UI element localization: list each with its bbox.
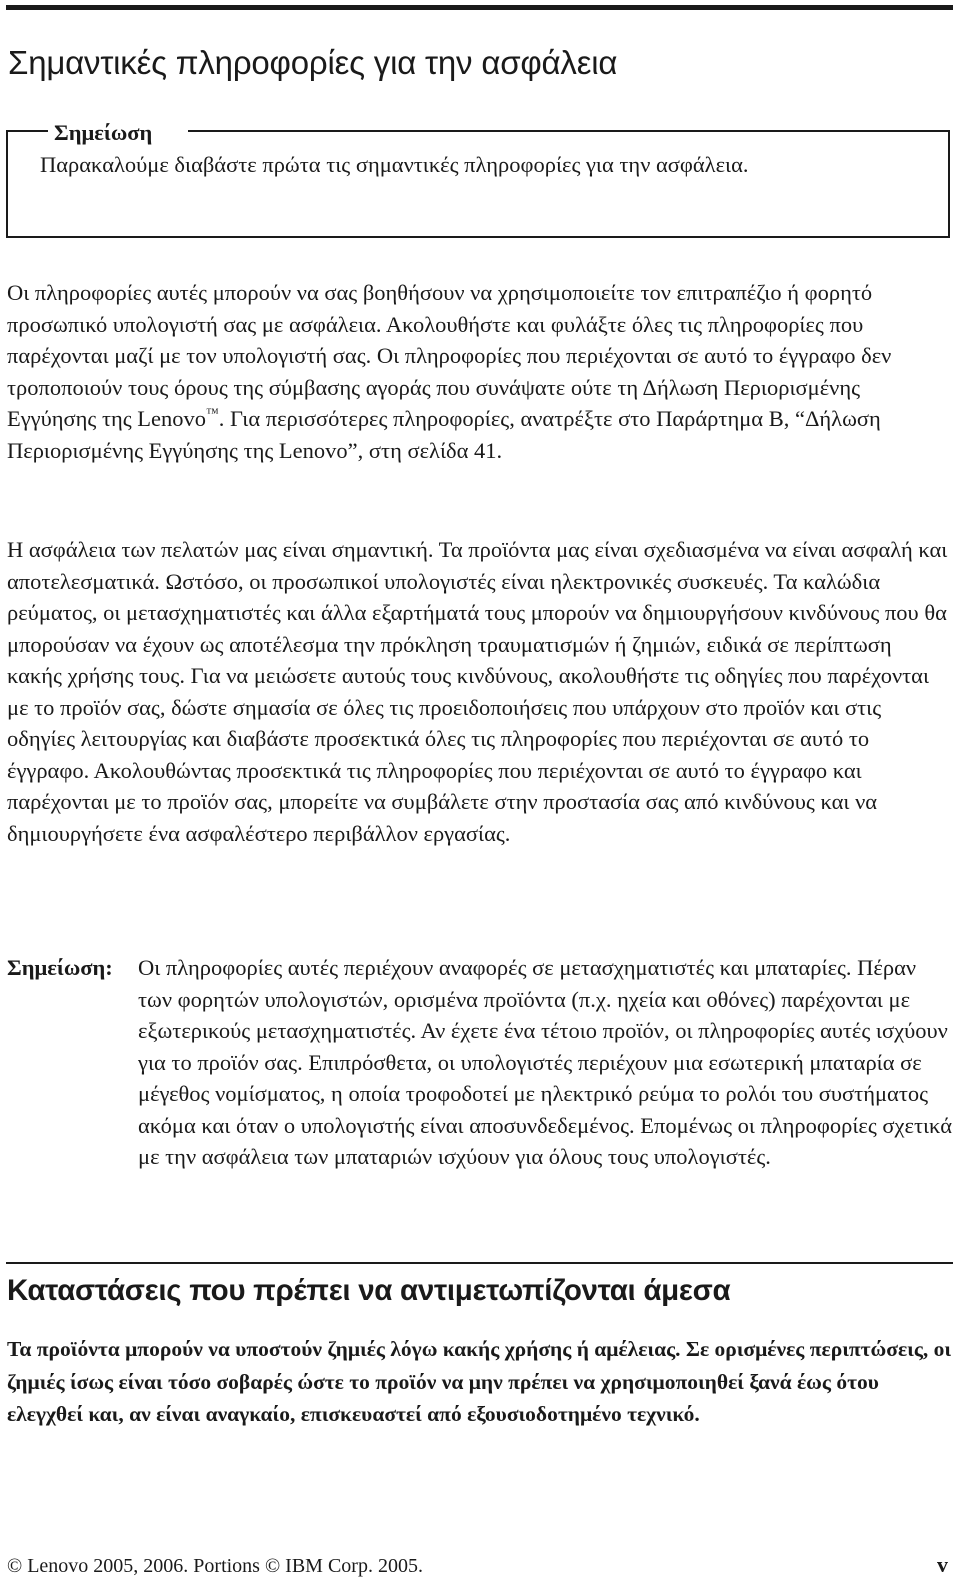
trademark-symbol: ™ [206, 405, 219, 420]
intro-text-continued: . Για περισσότερες πληροφορίες, ανατρέξτε στο Παράρτημα B, “Δήλωση Περιορισμένης Εγγύησης της Lenovo”, στη σελίδα 41. [7, 406, 881, 463]
footer-copyright: © Lenovo 2005, 2006. Portions © IBM Corp. 2005. [7, 1555, 423, 1577]
section-heading: Καταστάσεις που πρέπει να αντιμετωπίζονται άμεσα [7, 1274, 731, 1307]
intro-text: Οι πληροφορίες αυτές μπορούν να σας βοηθήσουν να χρησιμοποιείτε τον επιτραπέζιο ή φορητό προσωπικό υπολογιστή σας με ασφάλεια. Ακολουθήστε και φυλάξτε όλες τις πληροφορίες που παρέχονται μαζί με τον υπολογιστή σας. Οι πληροφορίες που περιέχονται σε αυτό το έγγραφο δεν τροποποιούν τους όρους της σύμβασης αγοράς που συνάψατε ούτε τη Δήλωση Περιορισμένης Εγγύησης της Lenovo [7, 280, 892, 431]
safety-paragraph: Η ασφάλεια των πελατών μας είναι σημαντική. Τα προϊόντα μας είναι σχεδιασμένα να είναι ασφαλή και αποτελεσματικά. Ωστόσο, οι προσωπικοί υπολογιστές είναι ηλεκτρονικές συσκευές. Τα καλώδια ρεύματος, οι μετασχηματιστές και άλλα εξαρτήματά τους μπορούν να δημιουργήσουν κινδύνους που θα μπορούσαν να έχουν ως αποτέλεσμα την πρόκληση τραυματισμών ή ζημιών, ειδικά σε περίπτωση κακής χρήσης τους. Για να μειώσετε αυτούς τους κινδύνους, ακολουθήστε τις οδηγίες που παρέχονται με το προϊόν σας, δώστε σημασία σε όλες τις προειδοποιήσεις που υπάρχουν στο προϊόν και στις οδηγίες λειτουργίας και διαβάστε προσεκτικά όλες τις πληροφορίες που περιέχονται σε αυτό το έγγραφο. Ακολουθώντας προσεκτικά τις πληροφορίες που περιέχονται σε αυτό το έγγραφο και παρέχονται με το προϊόν σας, μπορείτε να συμβάλετε στην προστασία σας από κινδύνους και να δημιουργήσετε ένα ασφαλέστερο περιβάλλον εργασίας. [7, 537, 948, 846]
note-box-top-border-right [188, 130, 950, 132]
note-box [6, 120, 950, 238]
note-label: Σημείωση: [7, 955, 113, 980]
note-box-label: Σημείωση [54, 120, 153, 145]
section-rule [6, 1262, 953, 1264]
intro-paragraph [7, 277, 952, 466]
warning-text: Τα προϊόντα μπορούν να υποστούν ζημιές λόγω κακής χρήσης ή αμέλειας. Σε ορισμένες περιπτώσεις, οι ζημιές ίσως είναι τόσο σοβαρές ώστε το προϊόν να μην πρέπει να χρησιμοποιηθεί ξανά έως ότου ελεγχθεί και, αν είναι αναγκαίο, επισκευαστεί από εξουσιοδοτημένο τεχνικό. [7, 1337, 952, 1426]
note-box-text: Παρακαλούμε διαβάστε πρώτα τις σημαντικές πληροφορίες για την ασφάλεια. [40, 152, 749, 177]
page-title: Σημαντικές πληροφορίες για την ασφάλεια [8, 44, 618, 81]
page-number: v [937, 1552, 948, 1577]
note-box-top-border-left [6, 130, 48, 132]
note-text: Οι πληροφορίες αυτές περιέχουν αναφορές σε μετασχηματιστές και μπαταρίες. Πέραν των φορητών υπολογιστών, ορισμένα προϊόντα (π.χ. ηχεία και οθόνες) παρέχονται με εξωτερικούς μετασχηματιστές. Αν έχετε ένα τέτοιο προϊόν, οι πληροφορίες αυτές ισχύουν για το προϊόν σας. Επιπρόσθετα, οι υπολογιστές περιέχουν μια εσωτερική μπαταρία σε μέγεθος νομίσματος, η οποία τροφοδοτεί με ηλεκτρικό ρεύμα το ρολόι του συστήματος ακόμα και όταν ο υπολογιστής είναι αποσυνδεδεμένος. Επομένως οι πληροφορίες σχετικά με την ασφάλεια των μπαταριών ισχύουν για όλους τους υπολογιστές. [138, 955, 952, 1169]
top-rule [6, 5, 953, 10]
